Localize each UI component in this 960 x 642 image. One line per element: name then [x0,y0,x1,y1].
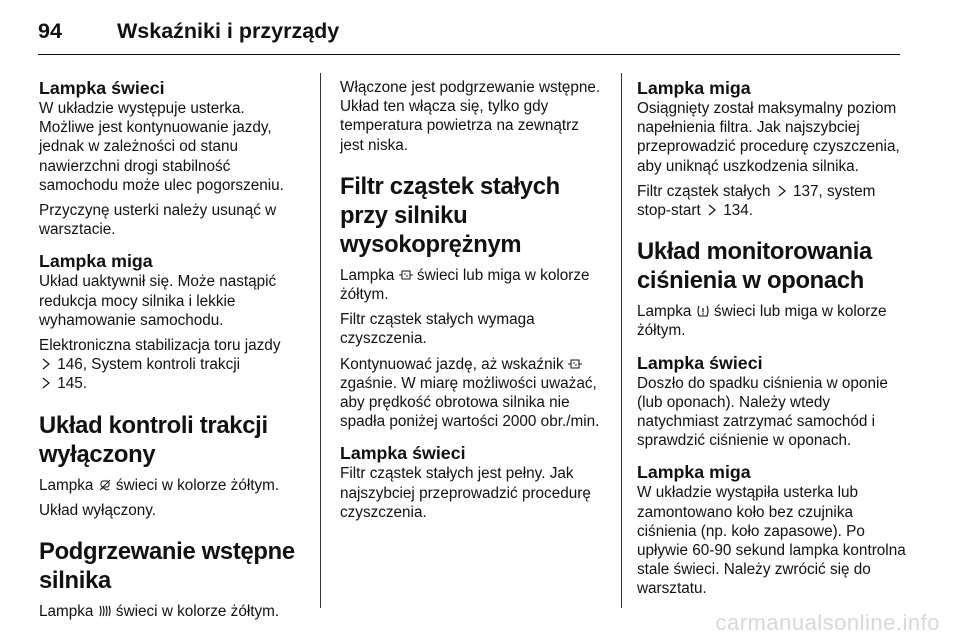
diesel-particulate-filter-icon [568,357,582,371]
paragraph: Doszło do spadku ciśnienia w oponie (lub oponach). Należy wtedy natychmiast zatrzymać samochód i sprawdzić ciśnienie w oponach. [637,374,888,450]
paragraph [39,476,301,495]
paragraph: Osiągnięty został maksymalny poziom napełnienia filtra. Jak najszybciej przeprowadzić procedurę czyszczenia, aby uniknąć uszkodzenia silnika. [637,100,900,175]
paragraph [340,355,605,432]
subheading: Lampka świeci [637,352,763,373]
paragraph: Filtr cząstek stałych wymaga czyszczenia. [340,311,535,348]
section-heading: Układ monitorowania ciśnienia w oponach [637,238,872,295]
page-reference-arrow-icon [705,203,719,217]
reference-link[interactable]: 145. [57,375,88,393]
paragraph [340,266,605,304]
text: Filtr cząstek stałych [637,182,771,200]
text: Lampka [637,303,692,321]
paragraph: W układzie występuje usterka. Możliwe jest kontynuowanie jazdy, jednak w zależności od stanu nawierzchni drogi stabilność samochodu może ulec pogorszeniu. [39,100,284,194]
paragraph [39,602,301,621]
paragraph: Przyczynę usterki należy usunąć w warsztacie. [39,202,277,239]
subheading: Lampka miga [39,251,153,272]
watermark: carmanualsonline.info [715,610,940,635]
text: świeci lub miga w kolorze żółtym. [340,266,590,304]
subheading: Lampka miga [637,462,751,483]
page-number: 94 [38,19,62,43]
paragraph: W układzie wystąpiła usterka lub zamontowano koło bez czujnika ciśnienia (np. koło zapasowe). Po upływie 60-90 sekund lampka kontrolna stale świeci. Należy zwrócić się do warsztatu. [637,484,906,598]
paragraph: Filtr cząstek stałych jest pełny. Jak najszybciej przeprowadzić procedurę czyszczenia. [340,465,591,521]
glow-plug-icon [98,604,112,618]
column-2 [340,78,605,528]
paragraph [39,336,301,394]
text: Elektroniczna stabilizacja toru jazdy [39,337,281,355]
column-divider [621,73,622,608]
paragraph [637,302,909,340]
reference-link[interactable]: 137, system stop-start [637,182,876,220]
reference-link[interactable]: 146, System kontroli trakcji [57,356,241,374]
subheading: Lampka świeci [39,78,165,98]
paragraph: Układ wyłączony. [39,501,157,519]
text: Lampka [39,476,94,494]
column-3 [637,78,909,605]
subheading: Lampka miga [637,78,751,98]
text: zgaśnie. W miarę możliwości uważać, aby prędkość obrotowa silnika nie spadła poniżej wartości 2000 obr./min. [340,374,600,431]
section-heading: Podgrzewanie wstępne silnika [39,538,295,595]
paragraph [637,182,909,220]
section-heading: Filtr cząstek stałych przy silniku wysokoprężnym [340,172,560,258]
text: Lampka [340,266,395,284]
page-reference-arrow-icon [39,376,53,390]
subheading: Lampka świeci [340,443,466,464]
text: świeci w kolorze żółtym. [115,603,280,621]
column-divider [320,73,321,608]
text: Kontynuować jazdę, aż wskaźnik [340,355,564,373]
column-1 [39,78,301,627]
text: świeci w kolorze żółtym. [115,476,280,494]
page-title: Wskaźniki i przyrządy [117,19,340,43]
text: Lampka [39,603,94,621]
page-reference-arrow-icon [775,184,789,198]
diesel-particulate-filter-icon [399,268,413,282]
page-reference-arrow-icon [39,357,53,371]
section-heading: Układ kontroli trakcji wyłączony [39,411,268,468]
tire-pressure-icon [696,304,710,318]
reference-link[interactable]: 134. [723,202,754,220]
paragraph: Układ uaktywnił się. Może nastąpić redukcja mocy silnika i lekkie wyhamowanie samochodu. [39,273,277,329]
text: świeci lub miga w kolorze żółtym. [637,303,887,340]
page-header [38,12,900,55]
traction-control-off-icon [98,478,112,492]
paragraph: Włączone jest podgrzewanie wstępne. Układ ten włącza się, tylko gdy temperatura powietrza na zewnątrz jest niska. [340,79,601,154]
